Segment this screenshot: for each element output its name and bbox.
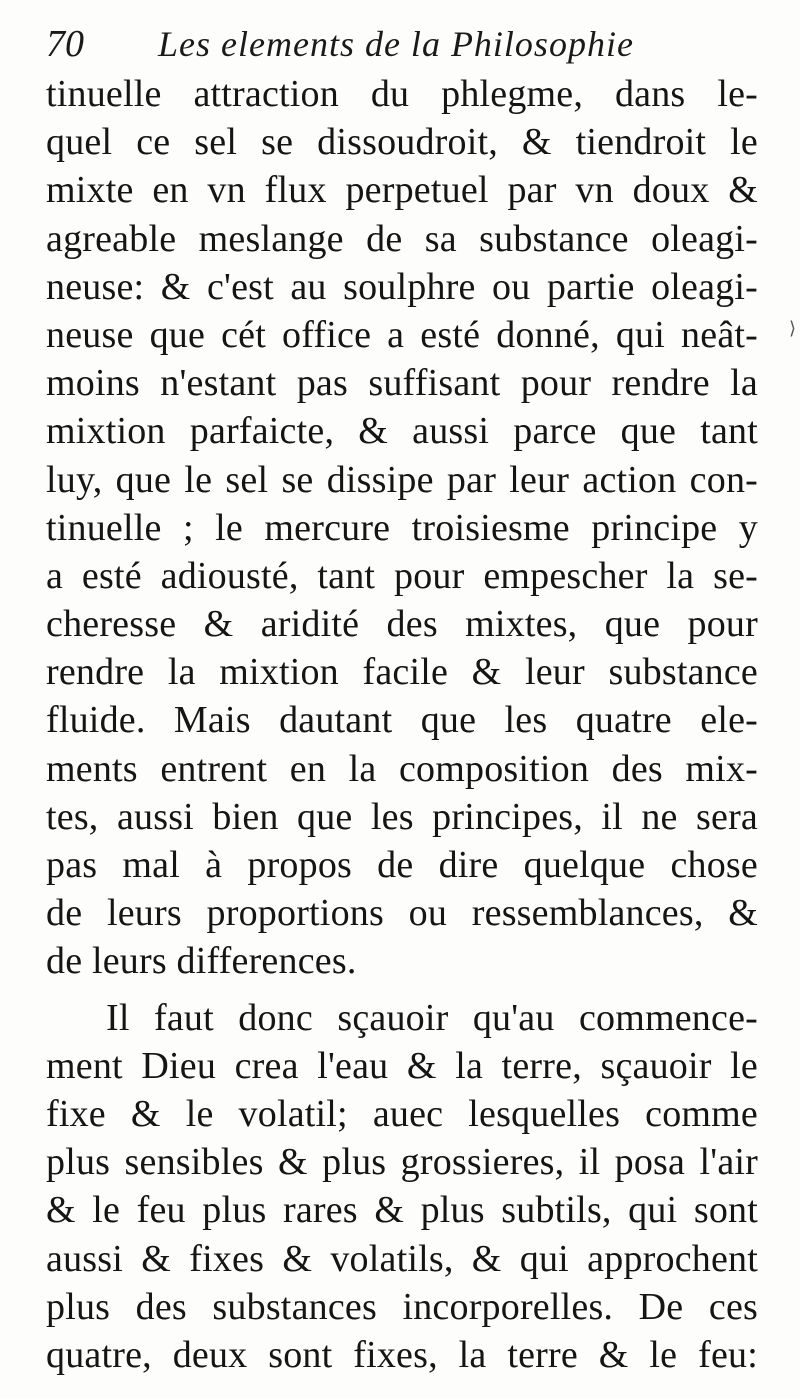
text-line: mixtion parfaicte, & aussi parce que tant [46, 410, 758, 453]
text-line: neuse: & c'est au soulphre ou partie oleagi- [46, 265, 758, 308]
text-line: agreable meslange de sa substance oleagi- [46, 217, 758, 260]
text-line: tinuelle attraction du phlegme, dans le- [46, 73, 758, 115]
page-number: 70 [46, 23, 84, 65]
text-line: neuse que cét office a esté donné, qui neât- [46, 313, 758, 356]
text-line: tinuelle ; le mercure troisiesme principe y [46, 506, 758, 549]
text-line: luy, que le sel se dissipe par leur action con- [46, 458, 758, 501]
page-header [40, 14, 740, 68]
page-edge-mark: ⟩ [788, 318, 796, 339]
text-line: quel ce sel se dissoudroit, & tiendroit le [46, 121, 758, 164]
text-line: plus sensibles & plus grossieres, il posa l'air [46, 1141, 758, 1184]
paragraph-start-line: Il faut donc sçauoir qu'au commence- [106, 996, 758, 1039]
text-line: plus des substances incorporelles. De ces [46, 1285, 758, 1328]
text-line: ment Dieu crea l'eau & la terre, sçauoir le [46, 1044, 758, 1087]
text-line: a esté adiousté, tant pour empescher la se- [46, 554, 758, 597]
text-line: & le feu plus rares & plus subtils, qui sont [46, 1189, 758, 1232]
text-line: de leurs proportions ou ressemblances, & [46, 892, 758, 935]
text-line: aussi & fixes & volatils, & qui approchent [46, 1237, 758, 1280]
text-line: mixte en vn flux perpetuel par vn doux & [46, 169, 758, 212]
running-title: Les elements de la Philosophie [158, 24, 634, 64]
text-line: moins n'estant pas suffisant pour rendre la [46, 362, 758, 405]
text-line: cheresse & aridité des mixtes, que pour [46, 603, 758, 646]
text-line: tes, aussi bien que les principes, il ne sera [46, 795, 758, 838]
paragraph-end-line: de leurs differences. [46, 940, 357, 983]
body-text [46, 70, 758, 1379]
text-line: fluide. Mais dautant que les quatre ele- [46, 699, 758, 742]
text-line: quatre, deux sont fixes, la terre & le feu: [46, 1333, 758, 1376]
text-line: ments entrent en la composition des mix- [46, 747, 758, 790]
text-line: fixe & le volatil; auec lesquelles comme [46, 1092, 758, 1135]
text-line: rendre la mixtion facile & leur substance [46, 651, 758, 694]
text-line: pas mal à propos de dire quelque chose [46, 844, 758, 886]
